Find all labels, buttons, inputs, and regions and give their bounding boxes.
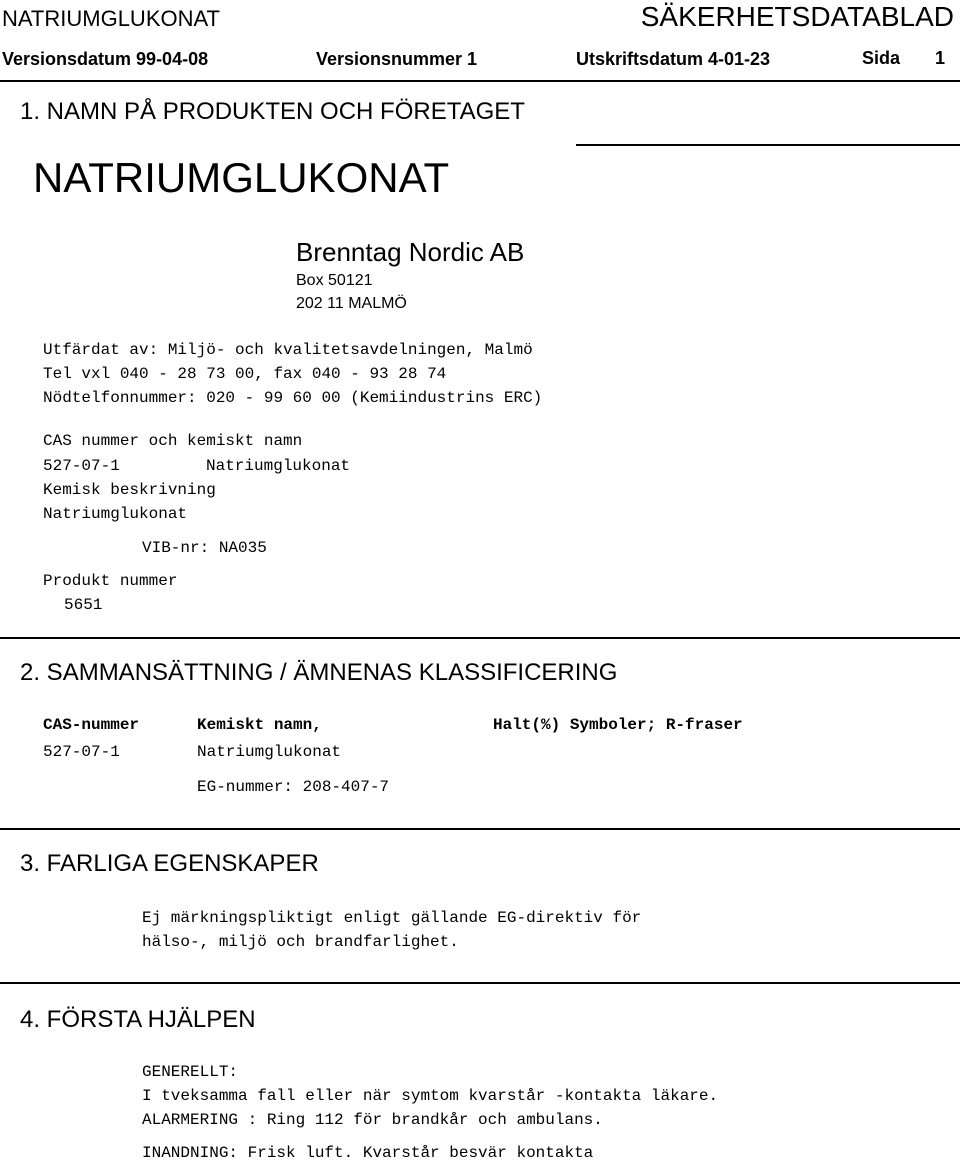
section4-title: 4. FÖRSTA HJÄLPEN [20,1006,256,1033]
cas-label: CAS nummer och kemiskt namn [43,432,303,450]
general-label: GENERELLT: [142,1063,239,1081]
issued-by: Utfärdat av: Miljö- och kvalitetsavdelningen, Malmö [43,341,533,359]
section1-title: 1. NAMN PÅ PRODUKTEN OCH FÖRETAGET [20,98,525,125]
section2-bottom-rule [0,828,960,830]
table-row-name: Natriumglukonat [197,743,342,761]
version-date: Versionsdatum 99-04-08 [2,49,209,69]
page-number: 1 [935,48,946,68]
product-number-label: Produkt nummer [43,572,178,590]
product-title: NATRIUMGLUKONAT [33,154,450,201]
table-row-cas: 527-07-1 [43,743,120,761]
page-label: Sida [862,48,901,68]
column-header-name: Kemiskt namn, [197,716,322,734]
inhalation-line: INANDNING: Frisk luft. Kvarstår besvär kontakta [142,1144,594,1162]
chem-desc-value: Natriumglukonat [43,505,188,523]
section3-line: hälso-, miljö och brandfarlighet. [142,933,459,951]
header-doc-type: SÄKERHETSDATABLAD [640,1,954,32]
company-name: Brenntag Nordic AB [296,237,525,267]
table-row-eg: EG-nummer: 208-407-7 [197,778,390,796]
general-line: I tveksamma fall eller när symtom kvarstår -kontakta läkare. [142,1087,719,1105]
vib-number: VIB-nr: NA035 [142,539,267,557]
header-divider [0,80,960,82]
header-product-name: NATRIUMGLUKONAT [2,6,220,31]
cas-number: 527-07-1 [43,457,120,475]
column-header-content: Halt(%) Symboler; R-fraser [493,716,743,734]
section3-bottom-rule [0,982,960,984]
general-line: ALARMERING : Ring 112 för brandkår och ambulans. [142,1111,603,1129]
company-box: Box 50121 [296,272,373,289]
product-number: 5651 [64,596,103,614]
print-date: Utskriftsdatum 4-01-23 [576,49,771,69]
emergency-line: Nödtelfonnummer: 020 - 99 60 00 (Kemiindustrins ERC) [43,389,543,407]
column-header-cas: CAS-nummer [43,716,140,734]
section3-title: 3. FARLIGA EGENSKAPER [20,850,319,877]
section1-rule [576,144,960,146]
section2-title: 2. SAMMANSÄTTNING / ÄMNENAS KLASSIFICERING [20,659,618,686]
version-number: Versionsnummer 1 [316,49,478,69]
company-city: 202 11 MALMÖ [296,295,407,312]
phone-line: Tel vxl 040 - 28 73 00, fax 040 - 93 28 74 [43,365,447,383]
section1-bottom-rule [0,637,960,639]
cas-name: Natriumglukonat [206,457,351,475]
chem-desc-label: Kemisk beskrivning [43,481,216,499]
section3-line: Ej märkningspliktigt enligt gällande EG-direktiv för [142,909,642,927]
